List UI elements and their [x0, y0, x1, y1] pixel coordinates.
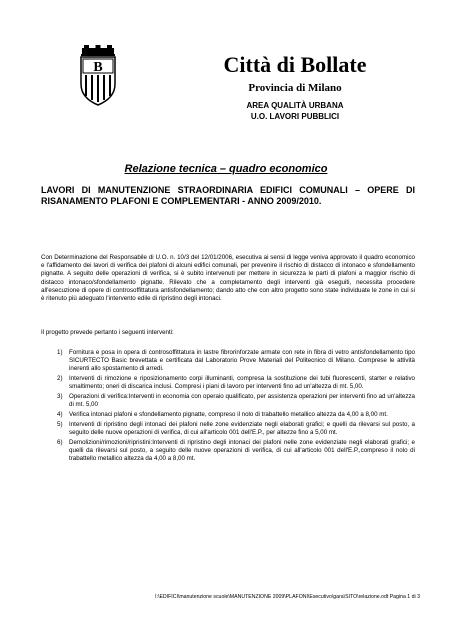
list-item: [41, 375, 415, 391]
document-title: Relazione tecnica – quadro economico: [124, 163, 328, 175]
document-subject: LAVORI DI MANUTENZIONE STRAORDINARIA EDIFICI COMUNALI – OPERE DI RISANAMENTO PLAFONI E COMPLEMENTARI - ANNO 2009/2010.: [41, 185, 415, 206]
city-title: Città di Bollate: [223, 52, 367, 77]
intro-paragraph: Con Determinazione del Responsabile di U.O. n. 10/3 del 12/01/2006, esecutiva ai sensi di legge veniva approvato il quadro economico e l'affidamento dei lavori di verifica dei plafoni di alcuni edifici comunali, per prevenire il rischio di distacco di intonaco e sfondellamento pignatte. A seguito delle operazioni di verifica, si è subito intervenuti per mettere in sicurezza le parti di plafoni a maggior rischio di distacco intonaco/sfondellamento pignatte. Rilevato che a completamento degli interventi già eseguiti, necessita procedere all'esecuzione di opere di controsoffittatura antisfondellamento; dando atto che con altro progetto sono state individuate le zone in cui si è ritenuto più adeguato l'intervento edile di ripristino degli intonaci.: [41, 254, 415, 303]
crest-letter: B: [93, 60, 103, 75]
province-label: Provincia di Milano: [248, 82, 342, 94]
list-item-number: 1): [57, 349, 63, 356]
list-item-text: Fornitura e posa in opera di controsoffittatura in lastre fibrorinforzate armate con rete in fibra di vetro antisfondellamento tipo SICURTECTO Basic brevettata e certificata dal Laboratorio Prove Materiali del Politecnico di Milano. Comprese le attività inerenti allo spostamento di arredi.: [69, 349, 415, 373]
list-item-number: 2): [57, 375, 63, 383]
list-item: [41, 349, 415, 374]
interventions-list: [41, 349, 415, 465]
interventions-intro: Il progetto prevede pertanto i seguenti interventi:: [41, 329, 174, 336]
list-item-number: 3): [57, 393, 63, 401]
list-item-text: Verifica intonaci plafoni e sfondellamento pignatte, compreso il nolo di trabattello metallico altezza da 4,00 a 8,00 mt.: [69, 410, 388, 418]
list-item-text: Demolizioni/rimozioni/ripristini:Interventi di ripristino degli intonaci dei plafoni nelle zone evidenziate negli elaborati grafici; e quelli da rilevarsi sul posto, a seguito delle nuove operazioni di verifica, di cui all'articolo 001 dell'E.P.,compreso il nolo di trabattello metallico altezza da 4,00 a 8,00 mt.: [69, 438, 415, 462]
list-item: [41, 421, 415, 437]
department-unit: U.O. LAVORI PUBBLICI: [250, 112, 340, 121]
list-item: [41, 393, 415, 409]
city-crest-icon: [79, 44, 117, 106]
list-item-number: 4): [57, 410, 63, 418]
list-item-text: Operazioni di verifica:Interventi in economia con operaio qualificato, per assistenza operazioni per interventi fino ad un'altezza di mt. 5,00: [69, 393, 415, 409]
department-area: AREA QUALITÀ URBANA: [246, 101, 344, 110]
list-item: [41, 411, 415, 419]
list-item-text: Interventi di ripristino degli intonaci dei plafoni nelle zone evidenziate negli elaborati grafici; e quelli da rilevarsi sul posto, a seguito delle nuove operazioni di verifica, di cui all'articolo 001 dell'E.P., per altezze fino a 5,00 mt.: [69, 420, 415, 436]
list-item-number: 6): [57, 438, 63, 446]
list-item-number: 5): [57, 420, 63, 428]
list-item: [41, 439, 415, 464]
list-item-text: Interventi di rimozione e riposizionamento corpi illuminanti, compresa la sostituzione dei tubi fluorescenti, starter e relativo smaltimento; oneri di discarica inclusi. Compresi i piani di lavoro per interventi fino ad un'altezza di mt. 5,00.: [69, 375, 415, 391]
footer-path: I:\EDIFICI\manutenzione scuole\MANUTENZIONE 2009\PLAFONI\Esecutivo\gara\SITO\relazione.odt Pagina 1 di 3: [155, 594, 420, 600]
